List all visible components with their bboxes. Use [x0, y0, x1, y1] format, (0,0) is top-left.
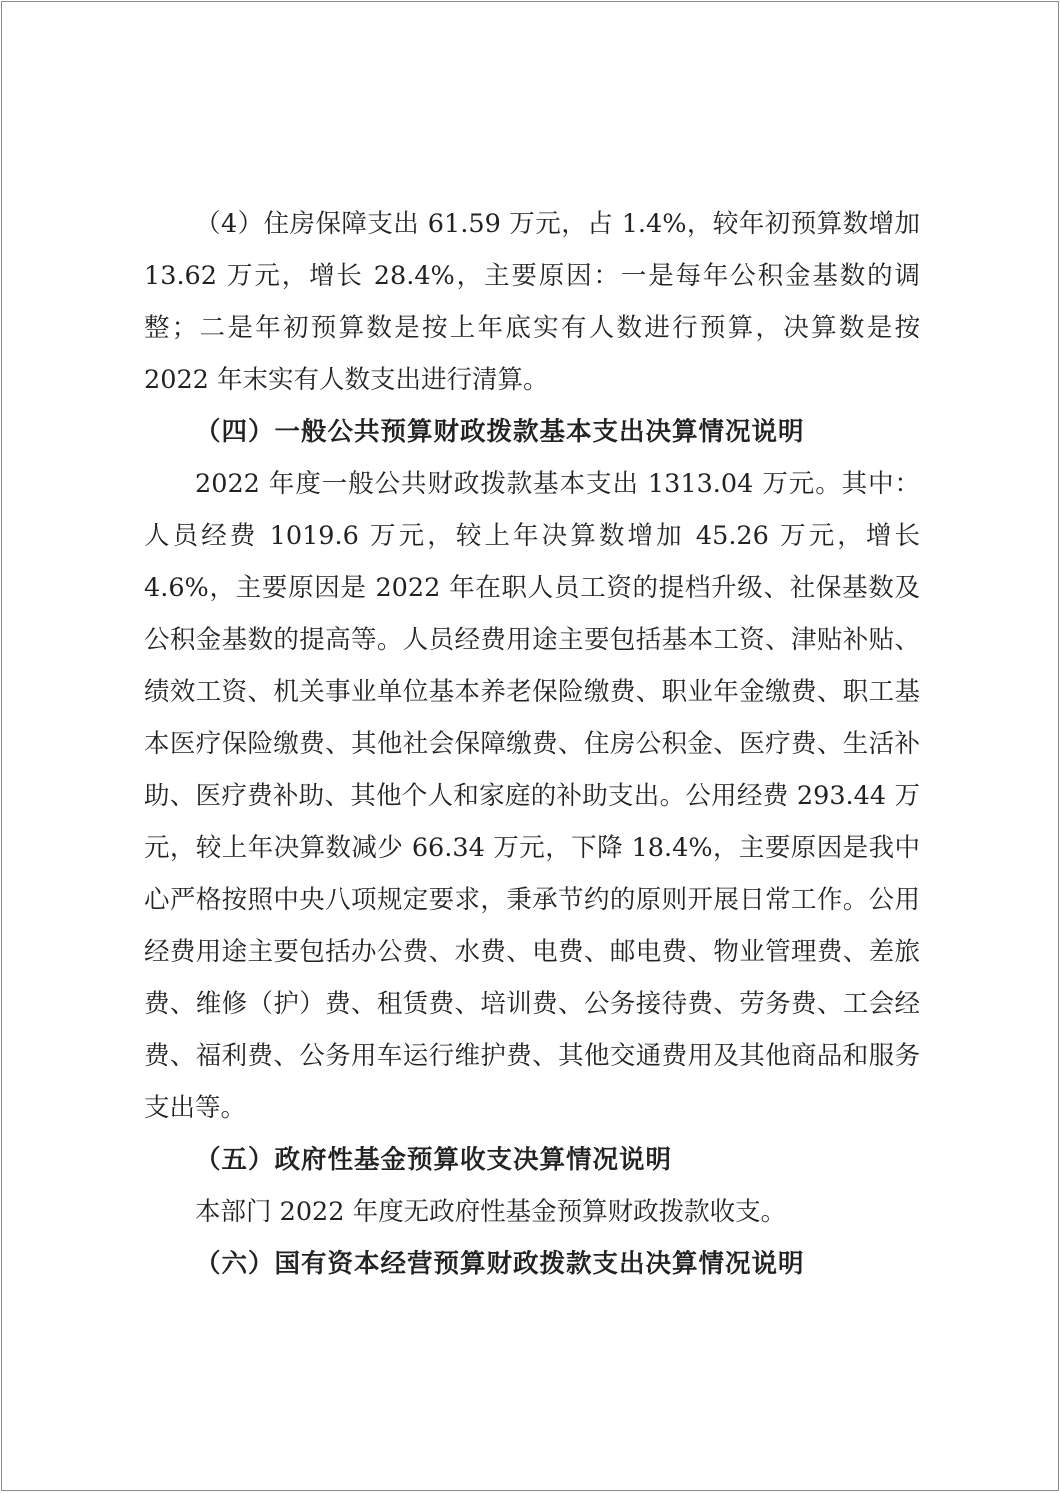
section-heading-4: （四）一般公共预算财政拨款基本支出决算情况说明: [195, 417, 805, 447]
paragraph-basic-expenditure: 2022 年度一般公共财政拨款基本支出 1313.04 万元。其中：人员经费 1019.6 万元，较上年决算数增加 45.26 万元，增长 4.6%，主要原因是 2022 年在职人员工资的提档升级、社保基数及公积金基数的提高等。人员经费用途主要包括基本工资、津贴补贴、绩效工资、机关事业单位基本养老保险缴费、职业年金缴费、职工基本医疗保险缴费、其他社会保障缴费、住房公积金、医疗费、生活补助、医疗费补助、其他个人和家庭的补助支出。公用经费 293.44 万元，较上年决算数减少 66.34 万元，下降 18.4%，主要原因是我中心严格按照中央八项规定要求，秉承节约的原则开展日常工作。公用经费用途主要包括办公费、水费、电费、邮电费、物业管理费、差旅费、维修（护）费、租赁费、培训费、公务接待费、劳务费、工会经费、福利费、公务用车运行维护费、其他交通费用及其他商品和服务支出等。: [144, 469, 920, 1123]
paragraph-housing-expenditure: （4）住房保障支出 61.59 万元，占 1.4%，较年初预算数增加 13.62 万元，增长 28.4%，主要原因：一是每年公积金基数的调整；二是年初预算数是按上年底实有人数进行预算，决算数是按 2022 年末实有人数支出进行清算。: [144, 209, 920, 395]
section-heading-6: （六）国有资本经营预算财政拨款支出决算情况说明: [195, 1249, 805, 1279]
section-heading-5: （五）政府性基金预算收支决算情况说明: [195, 1145, 673, 1175]
paragraph-government-fund: 本部门 2022 年度无政府性基金预算财政拨款收支。: [195, 1197, 787, 1227]
document-body: [144, 198, 920, 1290]
